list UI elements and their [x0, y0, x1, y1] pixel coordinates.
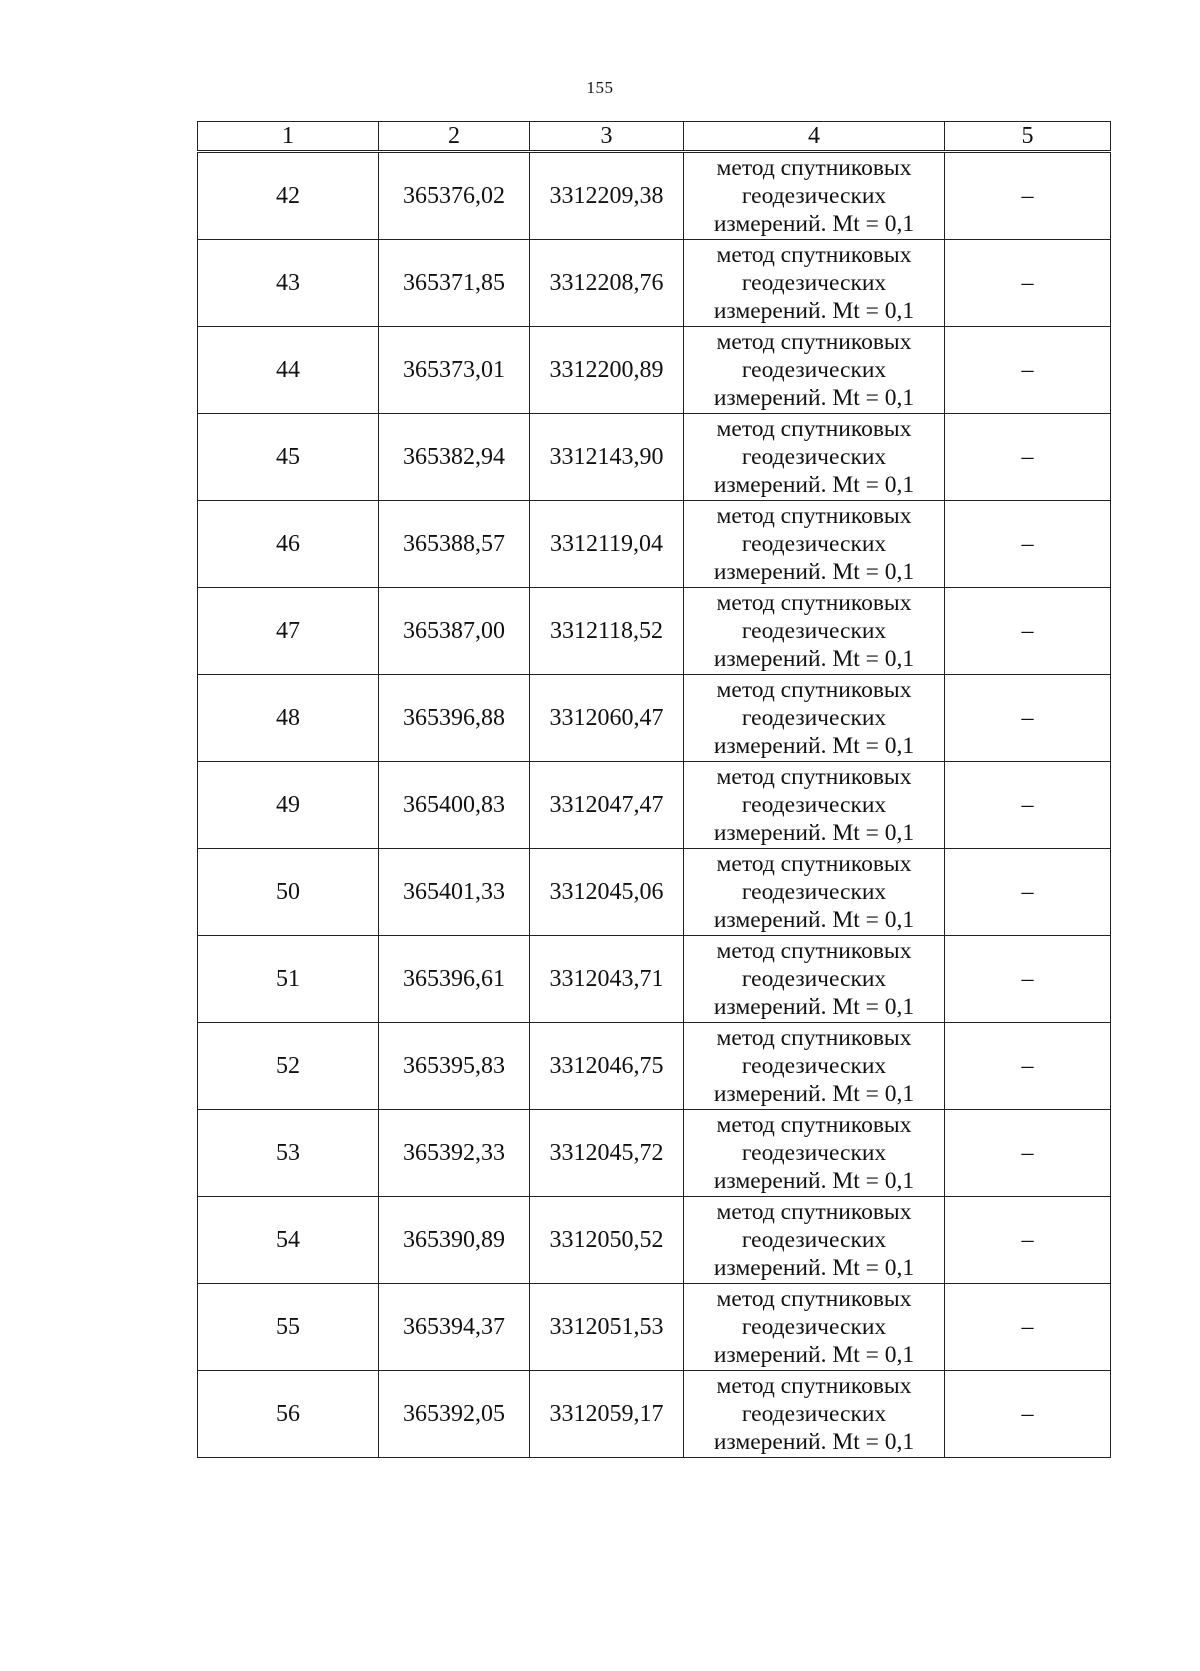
x-coordinate-cell: 365388,57: [379, 501, 530, 588]
method-line-3: измерений. Mt = 0,1: [713, 994, 915, 1020]
header-col-1: 1: [198, 122, 379, 152]
table-row: [198, 327, 1111, 414]
point-number-cell: 43: [198, 240, 379, 327]
point-number-cell: 42: [198, 152, 379, 240]
header-col-3: 3: [530, 122, 684, 152]
x-coordinate-cell: 365400,83: [379, 762, 530, 849]
table-row: [198, 1284, 1111, 1371]
description-cell: –: [945, 152, 1111, 240]
method-line-1: метод спутниковых: [716, 416, 912, 442]
x-coordinate-cell: 365373,01: [379, 327, 530, 414]
method-line-3: измерений. Mt = 0,1: [713, 820, 915, 846]
method-line-1: метод спутниковых: [716, 764, 912, 790]
method-cell: [684, 240, 945, 327]
x-coordinate-cell: 365401,33: [379, 849, 530, 936]
table-row: [198, 414, 1111, 501]
method-line-2: геодезических: [741, 879, 887, 905]
method-line-1: метод спутниковых: [716, 155, 912, 181]
point-number-cell: 45: [198, 414, 379, 501]
table-row: [198, 675, 1111, 762]
x-coordinate-cell: 365387,00: [379, 588, 530, 675]
method-line-1: метод спутниковых: [716, 242, 912, 268]
point-number-cell: 53: [198, 1110, 379, 1197]
table-row: [198, 936, 1111, 1023]
page-number: 155: [586, 78, 614, 97]
method-line-1: метод спутниковых: [716, 851, 912, 877]
method-cell: [684, 1197, 945, 1284]
x-coordinate-cell: 365395,83: [379, 1023, 530, 1110]
point-number-cell: 55: [198, 1284, 379, 1371]
header-col-4: 4: [684, 122, 945, 152]
description-cell: –: [945, 1023, 1111, 1110]
method-line-1: метод спутниковых: [716, 1025, 912, 1051]
point-number-cell: 51: [198, 936, 379, 1023]
table-row: [198, 1371, 1111, 1458]
point-number-cell: 56: [198, 1371, 379, 1458]
table-row: [198, 1110, 1111, 1197]
y-coordinate-cell: 3312050,52: [530, 1197, 684, 1284]
description-cell: –: [945, 327, 1111, 414]
method-line-1: метод спутниковых: [716, 329, 912, 355]
point-number-cell: 47: [198, 588, 379, 675]
method-cell: [684, 1371, 945, 1458]
point-number-cell: 54: [198, 1197, 379, 1284]
description-cell: –: [945, 762, 1111, 849]
y-coordinate-cell: 3312059,17: [530, 1371, 684, 1458]
y-coordinate-cell: 3312060,47: [530, 675, 684, 762]
method-line-1: метод спутниковых: [716, 1199, 912, 1225]
description-cell: –: [945, 414, 1111, 501]
description-cell: –: [945, 675, 1111, 762]
method-line-2: геодезических: [741, 531, 887, 557]
method-line-3: измерений. Mt = 0,1: [713, 1081, 915, 1107]
table-row: [198, 152, 1111, 240]
point-number-cell: 49: [198, 762, 379, 849]
method-line-3: измерений. Mt = 0,1: [713, 733, 915, 759]
method-line-3: измерений. Mt = 0,1: [713, 298, 915, 324]
method-line-1: метод спутниковых: [716, 1112, 912, 1138]
point-number-cell: 52: [198, 1023, 379, 1110]
y-coordinate-cell: 3312200,89: [530, 327, 684, 414]
x-coordinate-cell: 365382,94: [379, 414, 530, 501]
table-row: [198, 240, 1111, 327]
method-line-2: геодезических: [741, 792, 887, 818]
header-col-2: 2: [379, 122, 530, 152]
method-line-1: метод спутниковых: [716, 1286, 912, 1312]
method-line-2: геодезических: [741, 1314, 887, 1340]
method-line-3: измерений. Mt = 0,1: [713, 1342, 915, 1368]
y-coordinate-cell: 3312143,90: [530, 414, 684, 501]
x-coordinate-cell: 365394,37: [379, 1284, 530, 1371]
table-body: [198, 152, 1111, 1458]
method-line-1: метод спутниковых: [716, 938, 912, 964]
y-coordinate-cell: 3312043,71: [530, 936, 684, 1023]
y-coordinate-cell: 3312045,72: [530, 1110, 684, 1197]
table-row: [198, 762, 1111, 849]
description-cell: –: [945, 1110, 1111, 1197]
method-cell: [684, 936, 945, 1023]
method-line-2: геодезических: [741, 183, 887, 209]
method-cell: [684, 849, 945, 936]
method-cell: [684, 501, 945, 588]
x-coordinate-cell: 365390,89: [379, 1197, 530, 1284]
table-row: [198, 1197, 1111, 1284]
method-line-2: геодезических: [741, 1401, 887, 1427]
table-row: [198, 1023, 1111, 1110]
description-cell: –: [945, 1197, 1111, 1284]
method-line-2: геодезических: [741, 1227, 887, 1253]
method-cell: [684, 1023, 945, 1110]
table-row: [198, 849, 1111, 936]
y-coordinate-cell: 3312047,47: [530, 762, 684, 849]
header-col-5: 5: [945, 122, 1111, 152]
description-cell: –: [945, 501, 1111, 588]
x-coordinate-cell: 365396,88: [379, 675, 530, 762]
method-cell: [684, 588, 945, 675]
method-line-2: геодезических: [741, 270, 887, 296]
x-coordinate-cell: 365371,85: [379, 240, 530, 327]
table-header-row: [198, 122, 1111, 152]
x-coordinate-cell: 365376,02: [379, 152, 530, 240]
method-cell: [684, 1110, 945, 1197]
point-number-cell: 50: [198, 849, 379, 936]
y-coordinate-cell: 3312119,04: [530, 501, 684, 588]
method-line-3: измерений. Mt = 0,1: [713, 907, 915, 933]
y-coordinate-cell: 3312118,52: [530, 588, 684, 675]
method-line-3: измерений. Mt = 0,1: [713, 1168, 915, 1194]
table-row: [198, 588, 1111, 675]
x-coordinate-cell: 365392,33: [379, 1110, 530, 1197]
method-line-2: геодезических: [741, 444, 887, 470]
method-line-2: геодезических: [741, 1140, 887, 1166]
description-cell: –: [945, 1371, 1111, 1458]
method-cell: [684, 1284, 945, 1371]
method-cell: [684, 152, 945, 240]
method-line-2: геодезических: [741, 618, 887, 644]
method-line-3: измерений. Mt = 0,1: [713, 385, 915, 411]
method-line-2: геодезических: [741, 966, 887, 992]
x-coordinate-cell: 365396,61: [379, 936, 530, 1023]
coordinates-table: [197, 121, 1111, 1458]
method-line-2: геодезических: [741, 705, 887, 731]
description-cell: –: [945, 240, 1111, 327]
method-cell: [684, 762, 945, 849]
table-row: [198, 501, 1111, 588]
method-cell: [684, 675, 945, 762]
point-number-cell: 46: [198, 501, 379, 588]
x-coordinate-cell: 365392,05: [379, 1371, 530, 1458]
method-line-1: метод спутниковых: [716, 1373, 912, 1399]
y-coordinate-cell: 3312051,53: [530, 1284, 684, 1371]
method-line-1: метод спутниковых: [716, 677, 912, 703]
y-coordinate-cell: 3312209,38: [530, 152, 684, 240]
y-coordinate-cell: 3312046,75: [530, 1023, 684, 1110]
description-cell: –: [945, 1284, 1111, 1371]
method-line-3: измерений. Mt = 0,1: [713, 646, 915, 672]
point-number-cell: 44: [198, 327, 379, 414]
description-cell: –: [945, 936, 1111, 1023]
method-line-3: измерений. Mt = 0,1: [713, 559, 915, 585]
method-cell: [684, 327, 945, 414]
y-coordinate-cell: 3312208,76: [530, 240, 684, 327]
description-cell: –: [945, 588, 1111, 675]
method-line-3: измерений. Mt = 0,1: [713, 1429, 915, 1455]
method-line-1: метод спутниковых: [716, 503, 912, 529]
method-cell: [684, 414, 945, 501]
method-line-1: метод спутниковых: [716, 590, 912, 616]
method-line-3: измерений. Mt = 0,1: [713, 211, 915, 237]
method-line-3: измерений. Mt = 0,1: [713, 1255, 915, 1281]
method-line-2: геодезических: [741, 1053, 887, 1079]
y-coordinate-cell: 3312045,06: [530, 849, 684, 936]
method-line-3: измерений. Mt = 0,1: [713, 472, 915, 498]
point-number-cell: 48: [198, 675, 379, 762]
description-cell: –: [945, 849, 1111, 936]
method-line-2: геодезических: [741, 357, 887, 383]
